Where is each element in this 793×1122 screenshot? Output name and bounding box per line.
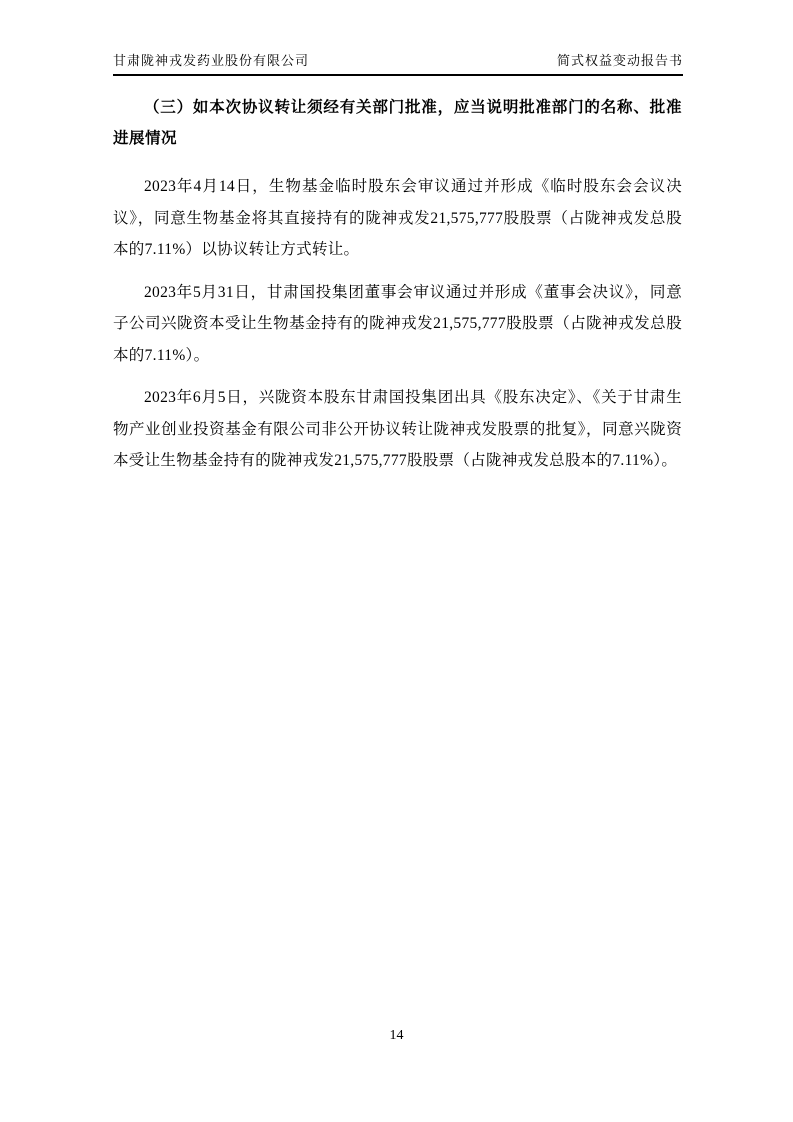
header-company-name: 甘肃陇神戎发药业股份有限公司 — [113, 53, 310, 68]
paragraph-1: 2023年4月14日，生物基金临时股东会审议通过并形成《临时股东会会议决议》，同意生物基金将其直接持有的陇神戎发21,575,777股股票（占陇神戎发总股本的7.11%）以协议转让方式转让。 — [113, 178, 682, 258]
paragraph-2: 2023年5月31日，甘肃国投集团董事会审议通过并形成《董事会决议》，同意子公司兴陇资本受让生物基金持有的陇神戎发21,575,777股股票（占陇神戎发总股本的7.11%）。 — [113, 283, 682, 364]
page-number: 14 — [389, 1028, 404, 1043]
section-heading: （三）如本次协议转让须经有关部门批准，应当说明批准部门的名称、批准进展情况 — [113, 99, 682, 147]
paragraph-3: 2023年6月5日，兴陇资本股东甘肃国投集团出具《股东决定》、《关于甘肃生物产业创业投资基金有限公司非公开协议转让陇神戎发股票的批复》，同意兴陇资本受让生物基金持有的陇神戎发21,575,777股股票（占陇神戎发总股本的7.11%）。 — [113, 389, 682, 469]
header-report-title: 简式权益变动报告书 — [556, 53, 683, 68]
page-header — [113, 50, 683, 76]
document-body — [113, 92, 682, 488]
